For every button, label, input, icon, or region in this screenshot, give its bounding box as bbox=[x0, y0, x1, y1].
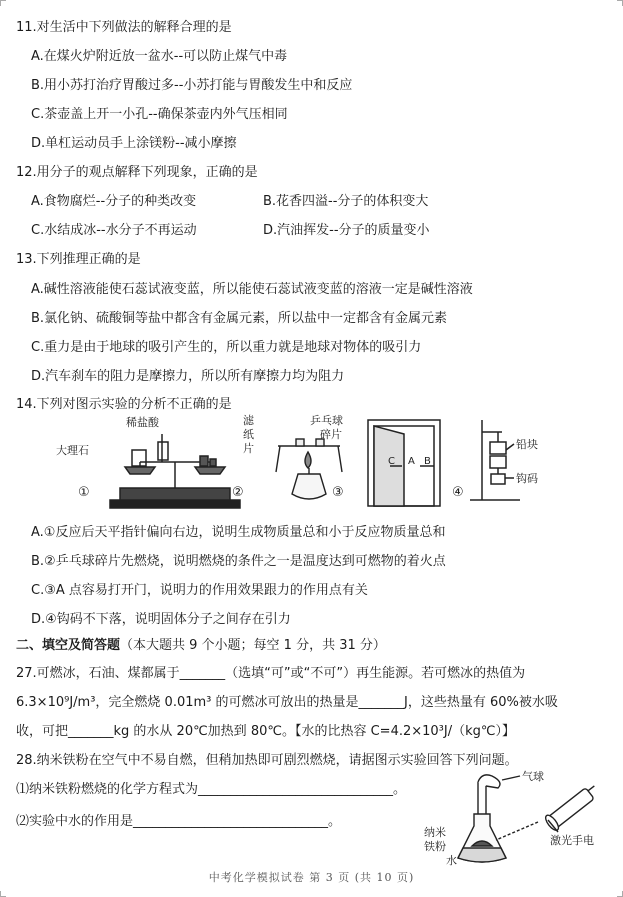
q28-sub2: ⑵实验中水的作用是______________________________。 bbox=[16, 814, 342, 829]
q13-option-c: C.重力是由于地球的吸引产生的，所以重力就是地球对物体的吸引力 bbox=[31, 340, 422, 355]
section2-note: （本大题共 9 个小题；每空 1 分，共 31 分） bbox=[120, 638, 386, 653]
q12-option-a: A.食物腐烂--分子的种类改变 bbox=[31, 194, 197, 209]
q12-option-d: D.汽油挥发--分子的质量变小 bbox=[263, 223, 430, 238]
q11-stem: 11.对生活中下列做法的解释合理的是 bbox=[16, 20, 232, 35]
figure4-number: ④ bbox=[452, 485, 464, 500]
figure3-number: ③ bbox=[332, 485, 344, 500]
q14-option-c: C.③A 点容易打开门，说明力的作用效果跟力的作用点有关 bbox=[31, 583, 368, 598]
q13-option-b: B.氯化钠、硫酸铜等盐中都含有金属元素，所以盐中一定都含有金属元素 bbox=[31, 311, 448, 326]
figure1-marble-label: 大理石 bbox=[56, 444, 89, 457]
q13-stem: 13.下列推理正确的是 bbox=[16, 252, 141, 267]
q12-option-c: C.水结成冰--水分子不再运动 bbox=[31, 223, 197, 238]
figure2-paper-label-1: 滤 bbox=[243, 414, 254, 427]
q12-stem: 12.用分子的观点解释下列现象，正确的是 bbox=[16, 165, 258, 180]
corner-mark-top-left bbox=[0, 0, 6, 6]
q13-option-a: A.碱性溶液能使石蕊试液变蓝，所以能使石蕊试液变蓝的溶液一定是碱性溶液 bbox=[31, 282, 473, 297]
water-fill bbox=[458, 848, 506, 862]
q11-option-a: A.在煤火炉附近放一盆水--可以防止煤气中毒 bbox=[31, 49, 288, 64]
figure2-ball-label-1: 乒乓球 bbox=[310, 414, 343, 427]
q28-stem: 28.纳米铁粉在空气中不易自燃，但稍加热即可剧烈燃烧，请据图示实验回答下列问题。 bbox=[16, 753, 518, 768]
fig-laser-label: 激光手电 bbox=[550, 834, 594, 847]
figure3-point-b: B bbox=[424, 456, 431, 467]
fig-balloon-label: 气球 bbox=[522, 770, 544, 783]
q13-option-d: D.汽车刹车的阻力是摩擦力，所以所有摩擦力均为阻力 bbox=[31, 369, 345, 384]
figure4-lead-blocks bbox=[470, 420, 520, 500]
figure2-paper-label-2: 纸 bbox=[243, 428, 254, 441]
q28-figure bbox=[420, 770, 615, 866]
figure4-lead-label: 铅块 bbox=[516, 438, 538, 451]
q11-option-d: D.单杠运动员手上涂镁粉--减小摩擦 bbox=[31, 136, 237, 151]
q14-option-d: D.④钩码不下落，说明固体分子之间存在引力 bbox=[31, 612, 291, 627]
figure1-balance bbox=[110, 434, 240, 508]
q27-line1: 27.可燃冰，石油、煤都属于_______（选填“可”或“不可”）再生能源。若可燃冰的热值为 bbox=[16, 666, 526, 681]
figure1-number: ① bbox=[78, 485, 90, 500]
figure3-point-a: A bbox=[408, 456, 415, 467]
page-footer: 中考化学模拟试卷 第 3 页 (共 10 页) bbox=[208, 871, 415, 884]
fig-iron-label-1: 纳米 bbox=[424, 826, 446, 839]
figure2-paper-label-3: 片 bbox=[243, 442, 254, 455]
q27-line3: 收，可把_______kg 的水从 20℃加热到 80℃。【水的比热容 C=4.2×10³J/（kg℃）】 bbox=[16, 724, 515, 739]
section2-title: 二、填空及简答题 bbox=[16, 638, 121, 653]
figure1-acid-label: 稀盐酸 bbox=[126, 416, 159, 429]
q11-option-c: C.茶壶盖上开一小孔--确保茶壶内外气压相同 bbox=[31, 107, 288, 122]
fig-iron-label-2: 铁粉 bbox=[424, 840, 446, 853]
q12-option-b: B.花香四溢--分子的体积变大 bbox=[263, 194, 429, 209]
balloon-shape bbox=[478, 775, 500, 788]
q14-option-a: A.①反应后天平指针偏向右边，说明生成物质量总和小于反应物质量总和 bbox=[31, 525, 446, 540]
q14-option-b: B.②乒乓球碎片先燃烧，说明燃烧的条件之一是温度达到可燃物的着火点 bbox=[31, 554, 446, 569]
fig-water-label: 水 bbox=[446, 854, 457, 866]
corner-mark-bottom-right bbox=[617, 891, 623, 897]
figure4-weight-label: 钩码 bbox=[516, 472, 538, 485]
q11-option-b: B.用小苏打治疗胃酸过多--小苏打能与胃酸发生中和反应 bbox=[31, 78, 353, 93]
figure3-point-c: C bbox=[388, 456, 395, 467]
figure2-ball-label-2: 碎片 bbox=[320, 428, 342, 441]
section2-heading bbox=[16, 638, 386, 654]
q28-sub1: ⑴纳米铁粉燃烧的化学方程式为______________________________。 bbox=[16, 782, 407, 797]
q27-line2: 6.3×10⁹J/m³，完全燃烧 0.01m³ 的可燃冰可放出的热量是_______J，这些热量有 60%被水吸 bbox=[16, 695, 558, 710]
figure2-number: ② bbox=[232, 485, 244, 500]
corner-mark-top-right bbox=[617, 0, 623, 6]
q14-stem: 14.下列对图示实验的分析不正确的是 bbox=[16, 397, 232, 412]
q14-figure bbox=[50, 412, 570, 512]
corner-mark-bottom-left bbox=[0, 891, 6, 897]
